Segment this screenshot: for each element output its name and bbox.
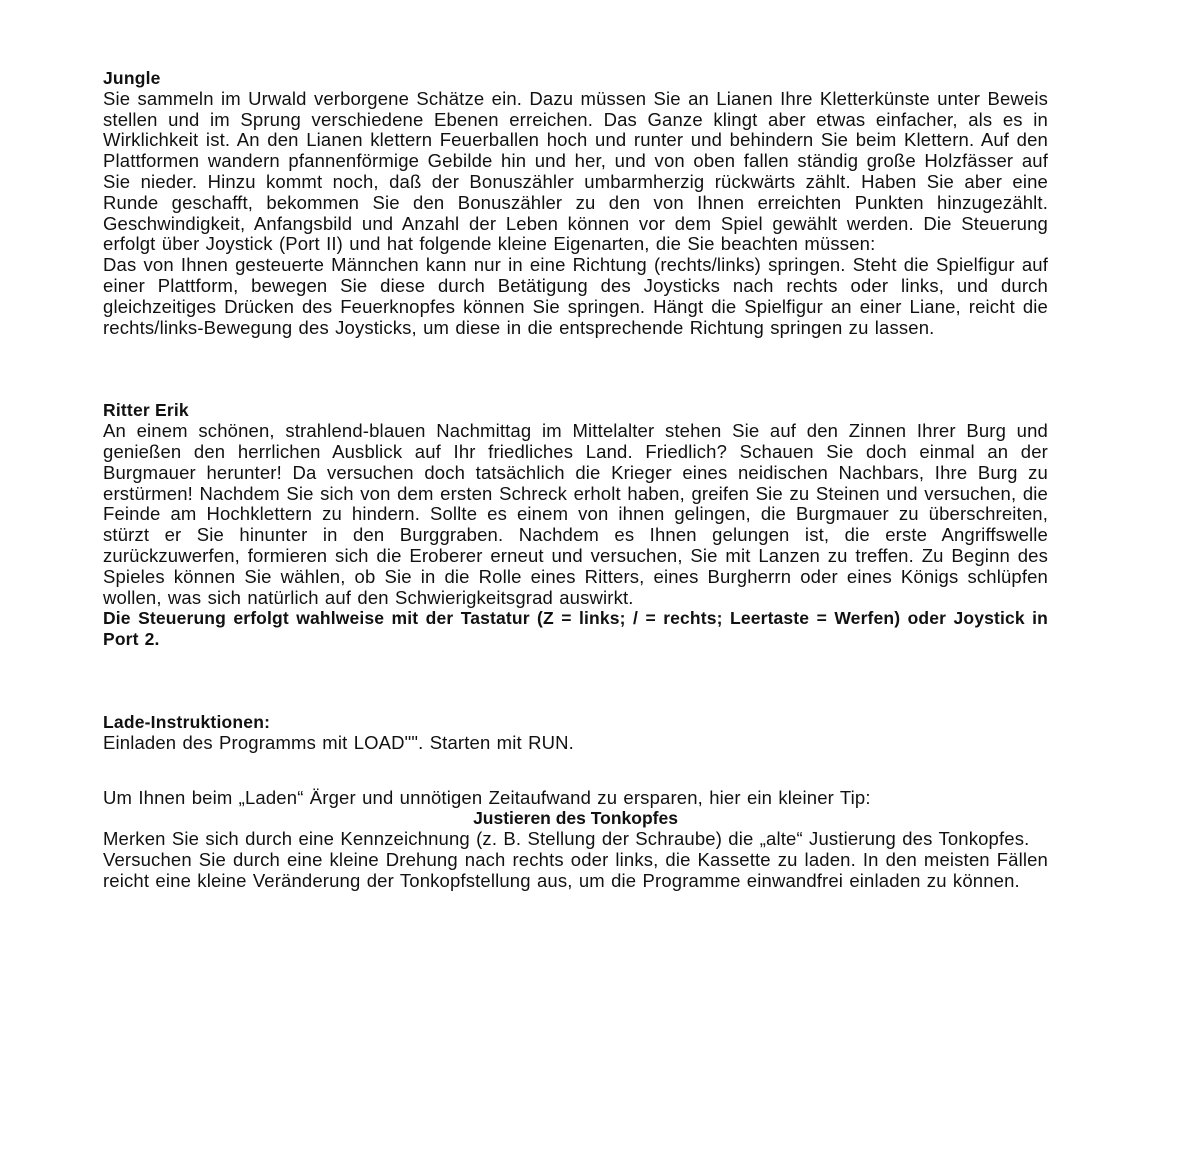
section-tip	[103, 788, 1048, 892]
section-ritter-erik	[103, 400, 1048, 650]
jungle-title: Jungle	[103, 68, 161, 88]
tip-paragraph-2: Versuchen Sie durch eine kleine Drehung nach rechts oder links, die Kassette zu laden. In den meisten Fällen reicht eine kleine Veränderung der Tonkopfstellung aus, um die Programme einwandfrei einladen zu können.	[103, 848, 1048, 891]
ritter-erik-title: Ritter Erik	[103, 400, 189, 421]
section-jungle	[103, 68, 1048, 338]
ritter-erik-controls: Die Steuerung erfolgt wahlweise mit der Tastatur (Z = links; / = rechts; Leertaste = Werfen) oder Joystick in Port 2.	[103, 608, 1048, 650]
tip-intro: Um Ihnen beim „Laden“ Ärger und unnötigen Zeitaufwand zu ersparen, hier ein kleiner Tip:	[103, 786, 871, 808]
jungle-description: Sie sammeln im Urwald verborgene Schätze ein. Dazu müssen Sie an Lianen Ihre Kletterkünste unter Beweis stellen und im Sprung verschiedene Ebenen erreichen. Das Ganze klingt aber etwas einfacher, als es in Wirklichkeit ist. An den Lianen klettern Feuerballen hoch und runter und behindern Sie beim Klettern. Auf den Plattformen wandern pfannenförmige Gebilde hin und her, und von oben fallen ständig große Holzfässer auf Sie nieder. Hinzu kommt noch, daß der Bonuszähler umbarmherzig rückwärts zählt. Haben Sie aber eine Runde geschafft, bekommen Sie den Bonuszähler zu den von Ihnen erreichten Punkten hinzugezählt. Geschwindigkeit, Anfangsbild und Anzahl der Leben können vor dem Spiel gewählt werden. Die Steuerung erfolgt über Joystick (Port II) und hat folgende kleine Eigenarten, die Sie beachten müssen:	[103, 87, 1048, 255]
section-lade-instruktionen	[103, 712, 1048, 754]
lade-instructions: Einladen des Programms mit LOAD"". Starten mit RUN.	[103, 731, 574, 753]
document-page	[103, 68, 1048, 892]
spacer	[103, 650, 1048, 712]
tip-paragraph-1: Merken Sie sich durch eine Kennzeichnung (z. B. Stellung der Schraube) die „alte“ Justierung des Tonkopfes.	[103, 828, 1030, 850]
ritter-erik-description: An einem schönen, strahlend-blauen Nachmittag im Mittelalter stehen Sie auf den Zinnen Ihrer Burg und genießen den herrlichen Ausblick auf Ihr friedliches Land. Friedlich? Schauen Sie doch einmal an der Burgmauer herunter! Da versuchen doch tatsächlich die Krieger eines neidischen Nachbars, Ihre Burg zu erstürmen! Nachdem Sie sich von dem ersten Schreck erholt haben, greifen Sie zu Steinen und versuchen, die Feinde am Hochklettern zu hindern. Sollte es einem von ihnen gelingen, die Burgmauer zu überschreiten, stürzt er Sie hinunter in den Burggraben. Nachdem es Ihnen gelungen ist, die erste Angriffswelle zurückzuwerfen, formieren sich die Eroberer erneut und versuchen, Sie mit Lanzen zu treffen. Zu Beginn des Spieles können Sie wählen, ob Sie in die Rolle eines Ritters, eines Burgherrn oder eines Königs schlüpfen wollen, was sich natürlich auf den Schwierigkeitsgrad auswirkt.	[103, 420, 1048, 608]
spacer	[103, 338, 1048, 400]
jungle-controls-description: Das von Ihnen gesteuerte Männchen kann nur in eine Richtung (rechts/links) springen. Steht die Spielfigur auf einer Plattform, bewegen Sie diese durch Betätigung des Joysticks nach rechts oder links, und durch gleichzeitiges Drücken des Feuerknopfes können Sie springen. Hängt die Spielfigur an einer Liane, reicht die rechts/links-Bewegung des Joysticks, um diese in die entsprechende Richtung springen zu lassen.	[103, 254, 1048, 338]
lade-title: Lade-Instruktionen:	[103, 711, 271, 732]
tip-heading: Justieren des Tonkopfes	[473, 808, 678, 829]
spacer	[103, 754, 1048, 788]
